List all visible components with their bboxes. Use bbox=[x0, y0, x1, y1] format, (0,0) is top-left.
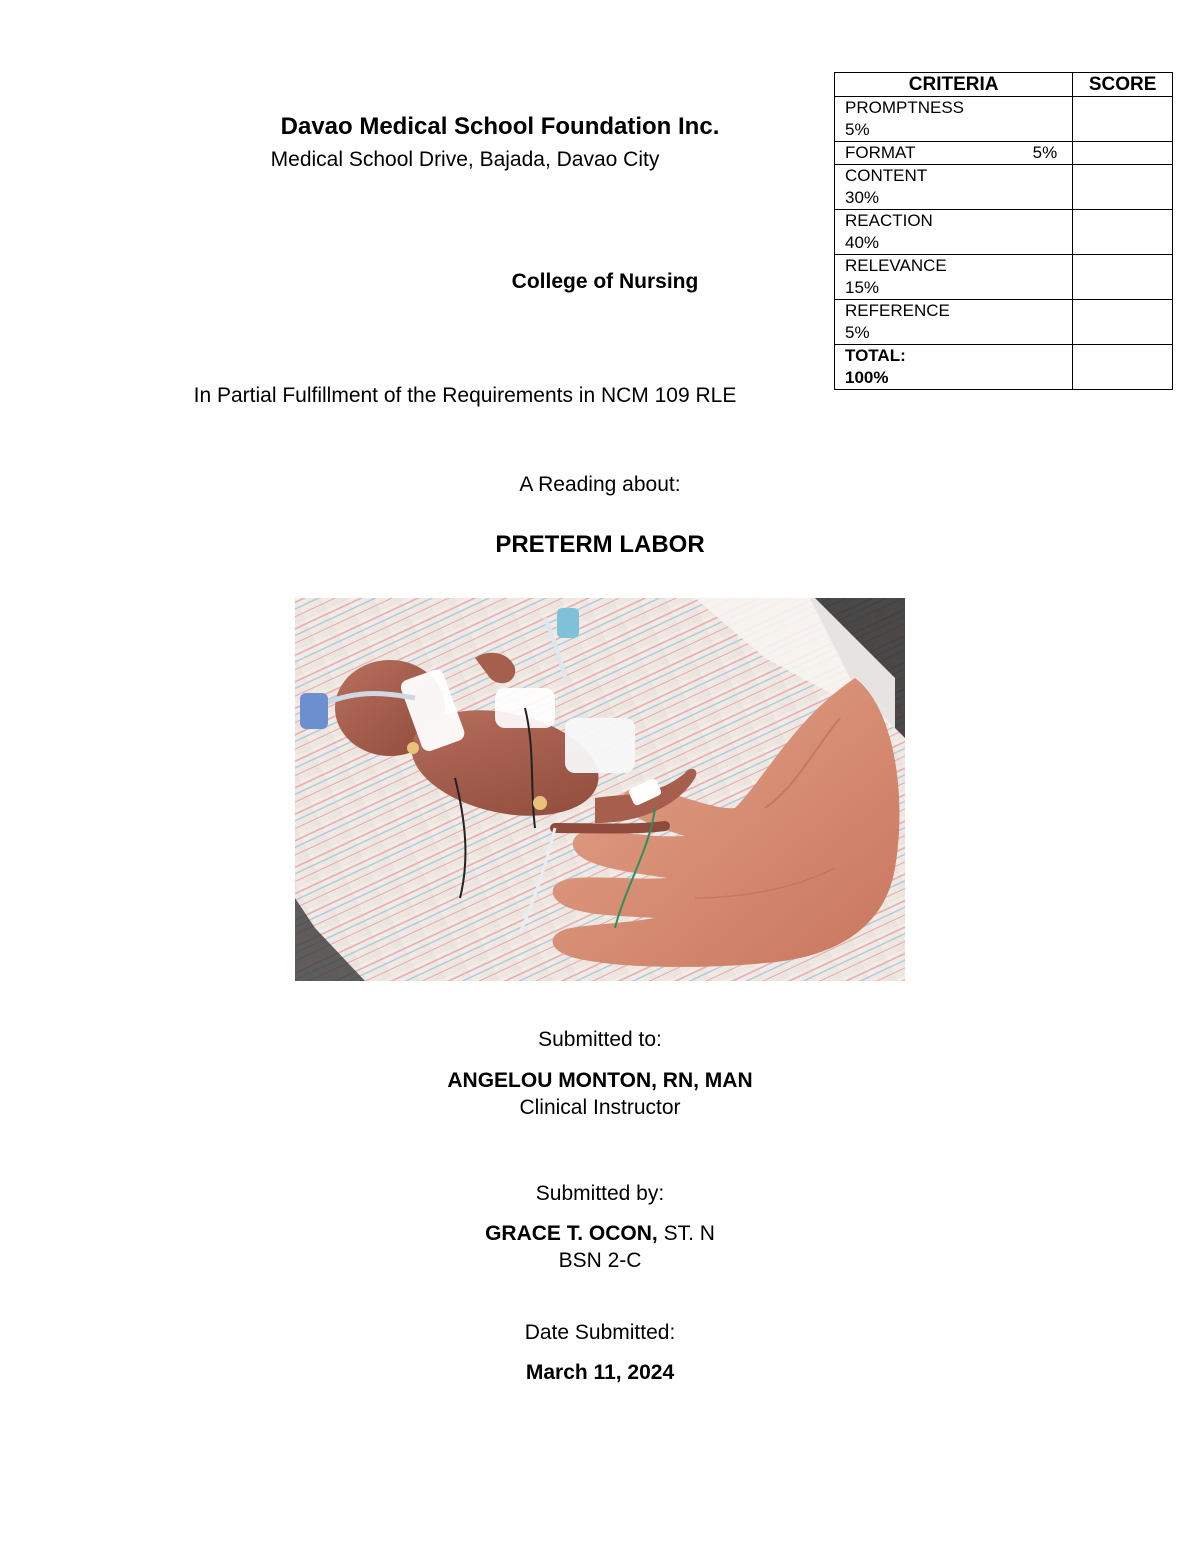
table-row-total bbox=[835, 345, 1173, 390]
instructor-name: ANGELOU MONTON, RN, MAN bbox=[447, 1069, 753, 1092]
instructor-role: Clinical Instructor bbox=[519, 1096, 681, 1119]
total-score-cell[interactable] bbox=[1073, 345, 1173, 390]
preterm-infant-photo bbox=[295, 598, 905, 981]
score-cell[interactable] bbox=[1073, 210, 1173, 255]
table-row bbox=[835, 210, 1173, 255]
criteria-percent: 15% bbox=[845, 278, 880, 297]
criteria-name: PROMPTNESS bbox=[845, 98, 965, 117]
criteria-percent: 5% bbox=[1032, 143, 1058, 162]
table-row bbox=[835, 142, 1173, 165]
criteria-name: CONTENT bbox=[845, 166, 928, 185]
student-name: GRACE T. OCON, bbox=[485, 1222, 658, 1245]
school-name: Davao Medical School Foundation Inc. bbox=[280, 113, 720, 140]
table-row bbox=[835, 300, 1173, 345]
submitted-by-label: Submitted by: bbox=[535, 1182, 665, 1205]
criteria-name: FORMAT bbox=[845, 143, 916, 162]
total-percent: 100% bbox=[845, 368, 889, 387]
score-cell[interactable] bbox=[1073, 142, 1173, 165]
score-header: SCORE bbox=[1073, 73, 1173, 97]
date-label: Date Submitted: bbox=[524, 1321, 676, 1344]
score-cell[interactable] bbox=[1073, 300, 1173, 345]
score-cell[interactable] bbox=[1073, 97, 1173, 142]
school-address: Medical School Drive, Bajada, Davao City bbox=[270, 148, 660, 171]
criteria-percent: 40% bbox=[845, 233, 880, 252]
student-section: BSN 2-C bbox=[558, 1249, 642, 1272]
total-label: TOTAL: bbox=[845, 346, 906, 365]
student-suffix: ST. N bbox=[657, 1222, 715, 1245]
table-row bbox=[835, 255, 1173, 300]
criteria-name: REFERENCE bbox=[845, 301, 950, 320]
criteria-header: CRITERIA bbox=[835, 73, 1073, 97]
reading-label: A Reading about: bbox=[519, 473, 681, 496]
college-name: College of Nursing bbox=[511, 270, 699, 293]
student-name-line bbox=[300, 1222, 900, 1246]
criteria-percent: 30% bbox=[845, 188, 880, 207]
date-value: March 11, 2024 bbox=[525, 1361, 675, 1384]
criteria-percent: 5% bbox=[845, 120, 870, 139]
criteria-table bbox=[834, 72, 1173, 390]
criteria-percent: 5% bbox=[845, 323, 870, 342]
reading-title: PRETERM LABOR bbox=[495, 531, 705, 558]
infant-photo-illustration bbox=[295, 598, 905, 981]
table-row bbox=[835, 97, 1173, 142]
score-cell[interactable] bbox=[1073, 255, 1173, 300]
criteria-name: REACTION bbox=[845, 211, 933, 230]
criteria-name: RELEVANCE bbox=[845, 256, 947, 275]
score-cell[interactable] bbox=[1073, 165, 1173, 210]
submitted-to-label: Submitted to: bbox=[538, 1028, 662, 1051]
table-row bbox=[835, 165, 1173, 210]
fulfillment-statement: In Partial Fulfillment of the Requirements in NCM 109 RLE bbox=[193, 384, 737, 407]
